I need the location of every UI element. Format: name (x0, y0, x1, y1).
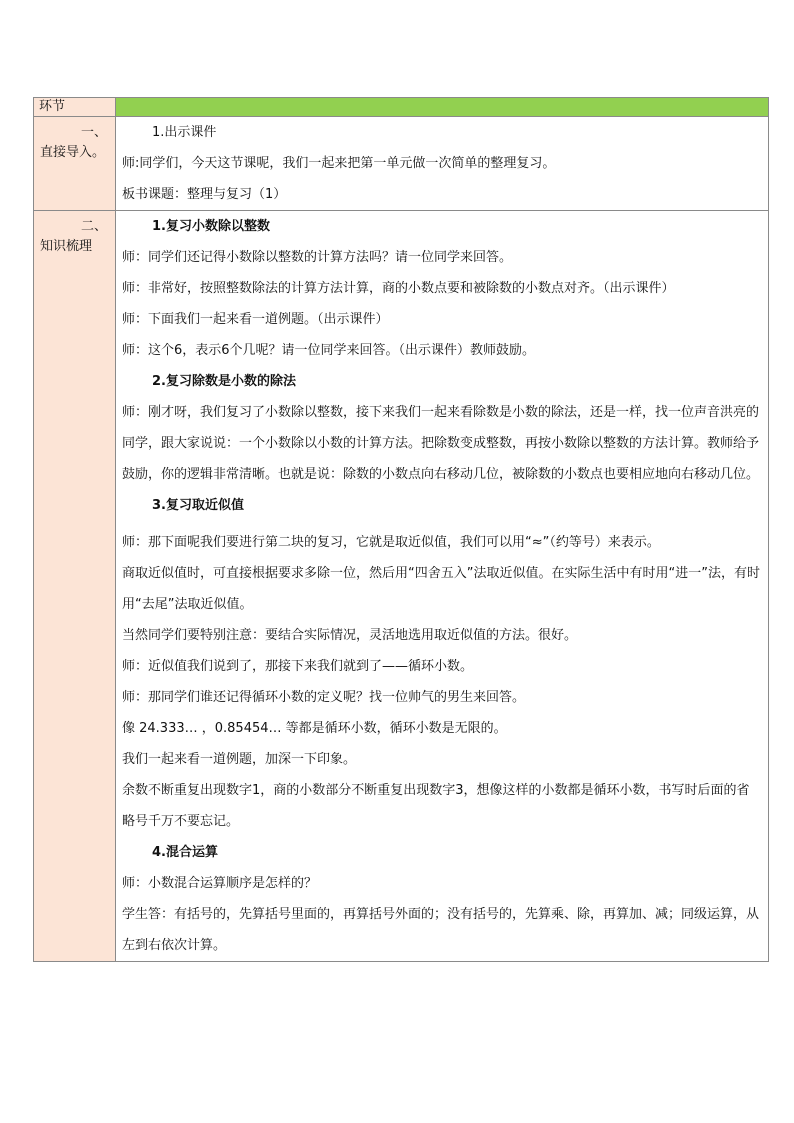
content-line: 像 24.333… ，0.85454… 等都是循环小数，循环小数是无限的。 (122, 721, 507, 736)
stage-cell-review (34, 211, 116, 962)
subheading: 1.复习小数除以整数 (152, 219, 270, 234)
content-paragraph: 商取近似值时，可直接根据要求多除一位，然后用“四舍五入”法取近似值。在实际生活中有时用“进一”法，有时用“去尾”法取近似值。 (122, 566, 760, 612)
lesson-document (33, 97, 769, 962)
content-line: 我们一起来看一道例题，加深一下印象。 (122, 752, 357, 767)
stage-cell-intro (34, 117, 116, 211)
content-line: 师：小数混合运算顺序是怎样的？ (122, 876, 318, 891)
section-row-review (34, 211, 769, 962)
content-paragraph: 师：刚才呀，我们复习了小数除以整数，接下来我们一起来看除数是小数的除法，还是一样，找一位声音洪亮的同学，跟大家说说：一个小数除以小数的计算方法。把除数变成整数，再按小数除以整数的方法计算。教师给予鼓励，你的逻辑非常清晰。也就是说：除数的小数点向右移动几位，被除数的小数点也要相应地向右移动几位。 (122, 405, 760, 482)
stage-title: 直接导入。 (40, 145, 106, 160)
content-cell-intro (116, 117, 769, 211)
content-line: 师：非常好，按照整数除法的计算方法计算，商的小数点要和被除数的小数点对齐。（出示课件） (122, 281, 675, 296)
content-paragraph: 学生答：有括号的，先算括号里面的，再算括号外面的；没有括号的，先算乘、除，再算加、减；同级运算，从左到右依次计算。 (122, 907, 760, 953)
content-line: 板书课题：整理与复习（1） (122, 187, 287, 202)
table-header-row (34, 98, 769, 117)
section-row-intro (34, 117, 769, 211)
content-line: 师：近似值我们说到了，那接下来我们就到了——循环小数。 (122, 659, 474, 674)
stage-title: 知识梳理 (40, 239, 93, 254)
content-line: 师：那下面呢我们要进行第二块的复习，它就是取近似值，我们可以用“≈”（约等号）来表示。 (122, 535, 660, 550)
content-line: 当然同学们要特别注意：要结合实际情况，灵活地选用取近似值的方法。很好。 (122, 628, 578, 643)
content-cell-review (116, 211, 769, 962)
content-line: 师：下面我们一起来看一道例题。（出示课件） (122, 312, 389, 327)
subheading: 2.复习除数是小数的除法 (152, 374, 296, 389)
content-line: 师:同学们，今天这节课呢，我们一起来把第一单元做一次简单的整理复习。 (122, 156, 556, 171)
subheading: 4.混合运算 (152, 845, 218, 860)
stage-header-cell: 环节 (34, 98, 116, 117)
header-green-cell (116, 98, 769, 117)
content-line: 1.出示课件 (152, 125, 217, 140)
content-line: 师：这个6，表示6个几呢？请一位同学来回答。（出示课件）教师鼓励。 (122, 343, 536, 358)
content-line: 师：那同学们谁还记得循环小数的定义呢？找一位帅气的男生来回答。 (122, 690, 526, 705)
subheading: 3.复习取近似值 (152, 498, 244, 513)
content-line: 师：同学们还记得小数除以整数的计算方法吗？请一位同学来回答。 (122, 250, 513, 265)
content-paragraph: 余数不断重复出现数字1，商的小数部分不断重复出现数字3，想像这样的小数都是循环小数，书写时后面的省略号千万不要忘记。 (122, 783, 750, 829)
stage-number: 二、 (80, 219, 107, 234)
stage-number: 一、 (80, 125, 107, 140)
lesson-plan-table (33, 97, 769, 962)
